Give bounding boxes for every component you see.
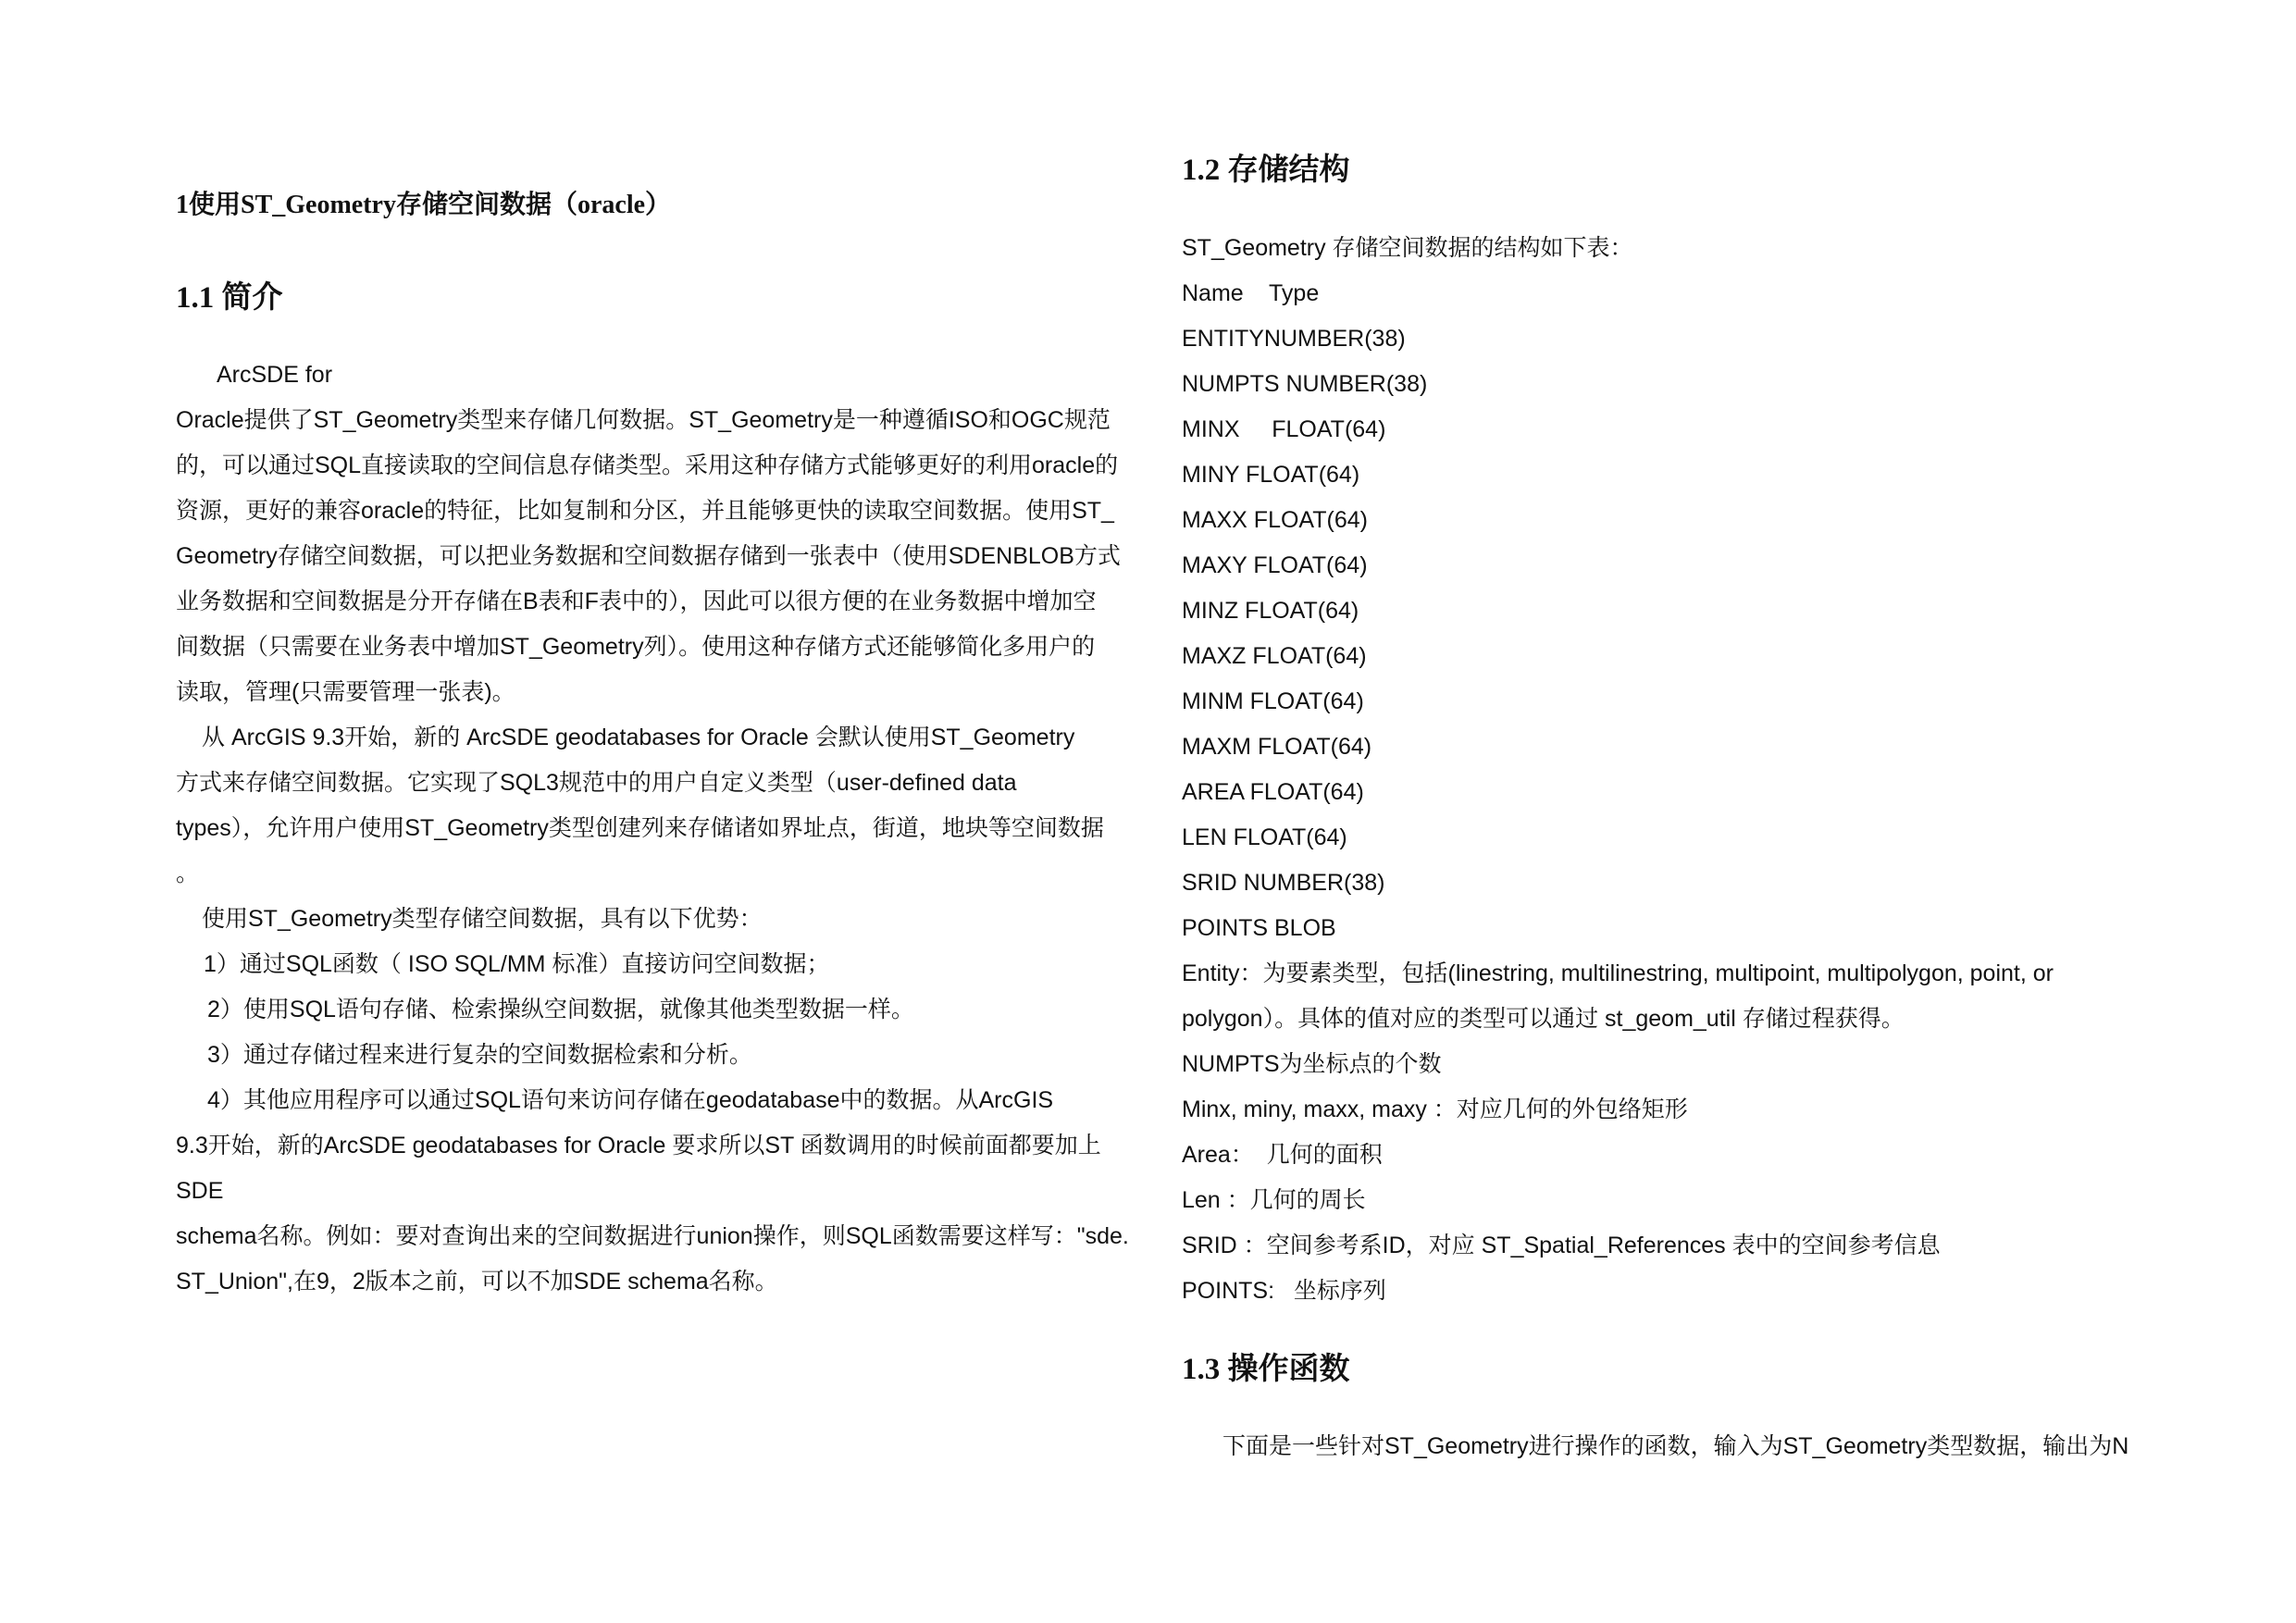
storage-description: polygon）。具体的值对应的类型可以通过 st_geom_util 存储过程获得。: [1182, 1006, 1905, 1032]
storage-field: AREA FLOAT(64): [1182, 779, 1364, 805]
storage-line: ST_Geometry 存储空间数据的结构如下表：: [1182, 235, 1633, 261]
storage-field: MINM FLOAT(64): [1182, 688, 1364, 714]
storage-field: POINTS BLOB: [1182, 915, 1336, 941]
storage-field: ENTITYNUMBER(38): [1182, 326, 1406, 352]
paragraph-line: 业务数据和空间数据是分开存储在B表和F表中的），因此可以很方便的在业务数据中增加空: [176, 588, 1097, 614]
paragraph-line: Oracle提供了ST_Geometry类型来存储几何数据。ST_Geometry是一种遵循ISO和OGC规范: [176, 407, 1111, 433]
storage-field: MAXM FLOAT(64): [1182, 734, 1372, 760]
storage-field: MINX FLOAT(64): [1182, 416, 1386, 442]
storage-field: MAXZ FLOAT(64): [1182, 643, 1367, 669]
storage-field: LEN FLOAT(64): [1182, 824, 1347, 850]
functions-intro-line: 下面是一些针对ST_Geometry进行操作的函数，输入为ST_Geometry类型数据，输出为N: [1222, 1433, 2129, 1459]
storage-field: MAXX FLOAT(64): [1182, 507, 1368, 533]
storage-field: SRID NUMBER(38): [1182, 870, 1385, 896]
paragraph-line: 。: [176, 861, 200, 886]
paragraph-line: ST_Union",在9，2版本之前，可以不加SDE schema名称。: [176, 1269, 778, 1295]
storage-table-header: Name Type: [1182, 280, 1320, 306]
list-item: 3）通过存储过程来进行复杂的空间数据检索和分析。: [207, 1042, 752, 1068]
storage-field: NUMPTS NUMBER(38): [1182, 371, 1428, 397]
paragraph-line: 的，可以通过SQL直接读取的空间信息存储类型。采用这种存储方式能够更好的利用oracle的: [176, 452, 1119, 478]
paragraph-line: ArcSDE for: [217, 362, 333, 388]
storage-field: MINY FLOAT(64): [1182, 462, 1360, 488]
storage-description: NUMPTS为坐标点的个数: [1182, 1051, 1442, 1077]
storage-description: SRID ：空间参考系ID，对应 ST_Spatial_References 表中的空间参考信息: [1182, 1233, 1941, 1258]
document-title: 1使用ST_Geometry存储空间数据（oracle）: [176, 191, 672, 219]
paragraph-line: 读取，管理(只需要管理一张表)。: [176, 679, 515, 705]
paragraph-line: 从 ArcGIS 9.3开始，新的 ArcSDE geodatabases for Oracle 会默认使用ST_Geometry: [202, 725, 1075, 750]
storage-description: Len ：几何的周长: [1182, 1187, 1366, 1213]
storage-description: POINTS: 坐标序列: [1182, 1278, 1386, 1304]
storage-description: Entity：为要素类型，包括(linestring, multilinestring, multipoint, multipolygon, point, or: [1182, 960, 2054, 986]
paragraph-line: SDE: [176, 1178, 224, 1204]
paragraph-line: 资源，更好的兼容oracle的特征，比如复制和分区，并且能够更快的读取空间数据。使用ST_: [176, 498, 1114, 524]
paragraph-line: 9.3开始，新的ArcSDE geodatabases for Oracle 要求所以ST 函数调用的时候前面都要加上: [176, 1133, 1101, 1158]
section-heading-intro: 1.1 简介: [176, 281, 283, 315]
list-item: 4）其他应用程序可以通过SQL语句来访问存储在geodatabase中的数据。从ArcGIS: [207, 1087, 1054, 1113]
section-heading-storage: 1.2 存储结构: [1182, 154, 1350, 187]
list-item: 1）通过SQL函数（ ISO SQL/MM 标准）直接访问空间数据；: [204, 951, 830, 977]
storage-description: Area： 几何的面积: [1182, 1142, 1383, 1168]
storage-field: MINZ FLOAT(64): [1182, 598, 1359, 624]
storage-description: Minx, miny, maxx, maxy ：对应几何的外包络矩形: [1182, 1096, 1688, 1122]
paragraph-line: Geometry存储空间数据，可以把业务数据和空间数据存储到一张表中（使用SDENBLOB方式: [176, 543, 1121, 569]
paragraph-line: 方式来存储空间数据。它实现了SQL3规范中的用户自定义类型（user-defined data: [176, 770, 1017, 796]
paragraph-line: types），允许用户使用ST_Geometry类型创建列来存储诸如界址点，街道，地块等空间数据: [176, 815, 1104, 841]
section-heading-functions: 1.3 操作函数: [1182, 1353, 1350, 1386]
list-item: 2）使用SQL语句存储、检索操纵空间数据，就像其他类型数据一样。: [207, 997, 914, 1022]
storage-field: MAXY FLOAT(64): [1182, 552, 1368, 578]
paragraph-line: schema名称。例如：要对查询出来的空间数据进行union操作，则SQL函数需要这样写："sde.: [176, 1223, 1129, 1249]
paragraph-line: 使用ST_Geometry类型存储空间数据，具有以下优势：: [202, 906, 763, 932]
paragraph-line: 间数据（只需要在业务表中增加ST_Geometry列）。使用这种存储方式还能够简化多用户的: [176, 634, 1096, 660]
